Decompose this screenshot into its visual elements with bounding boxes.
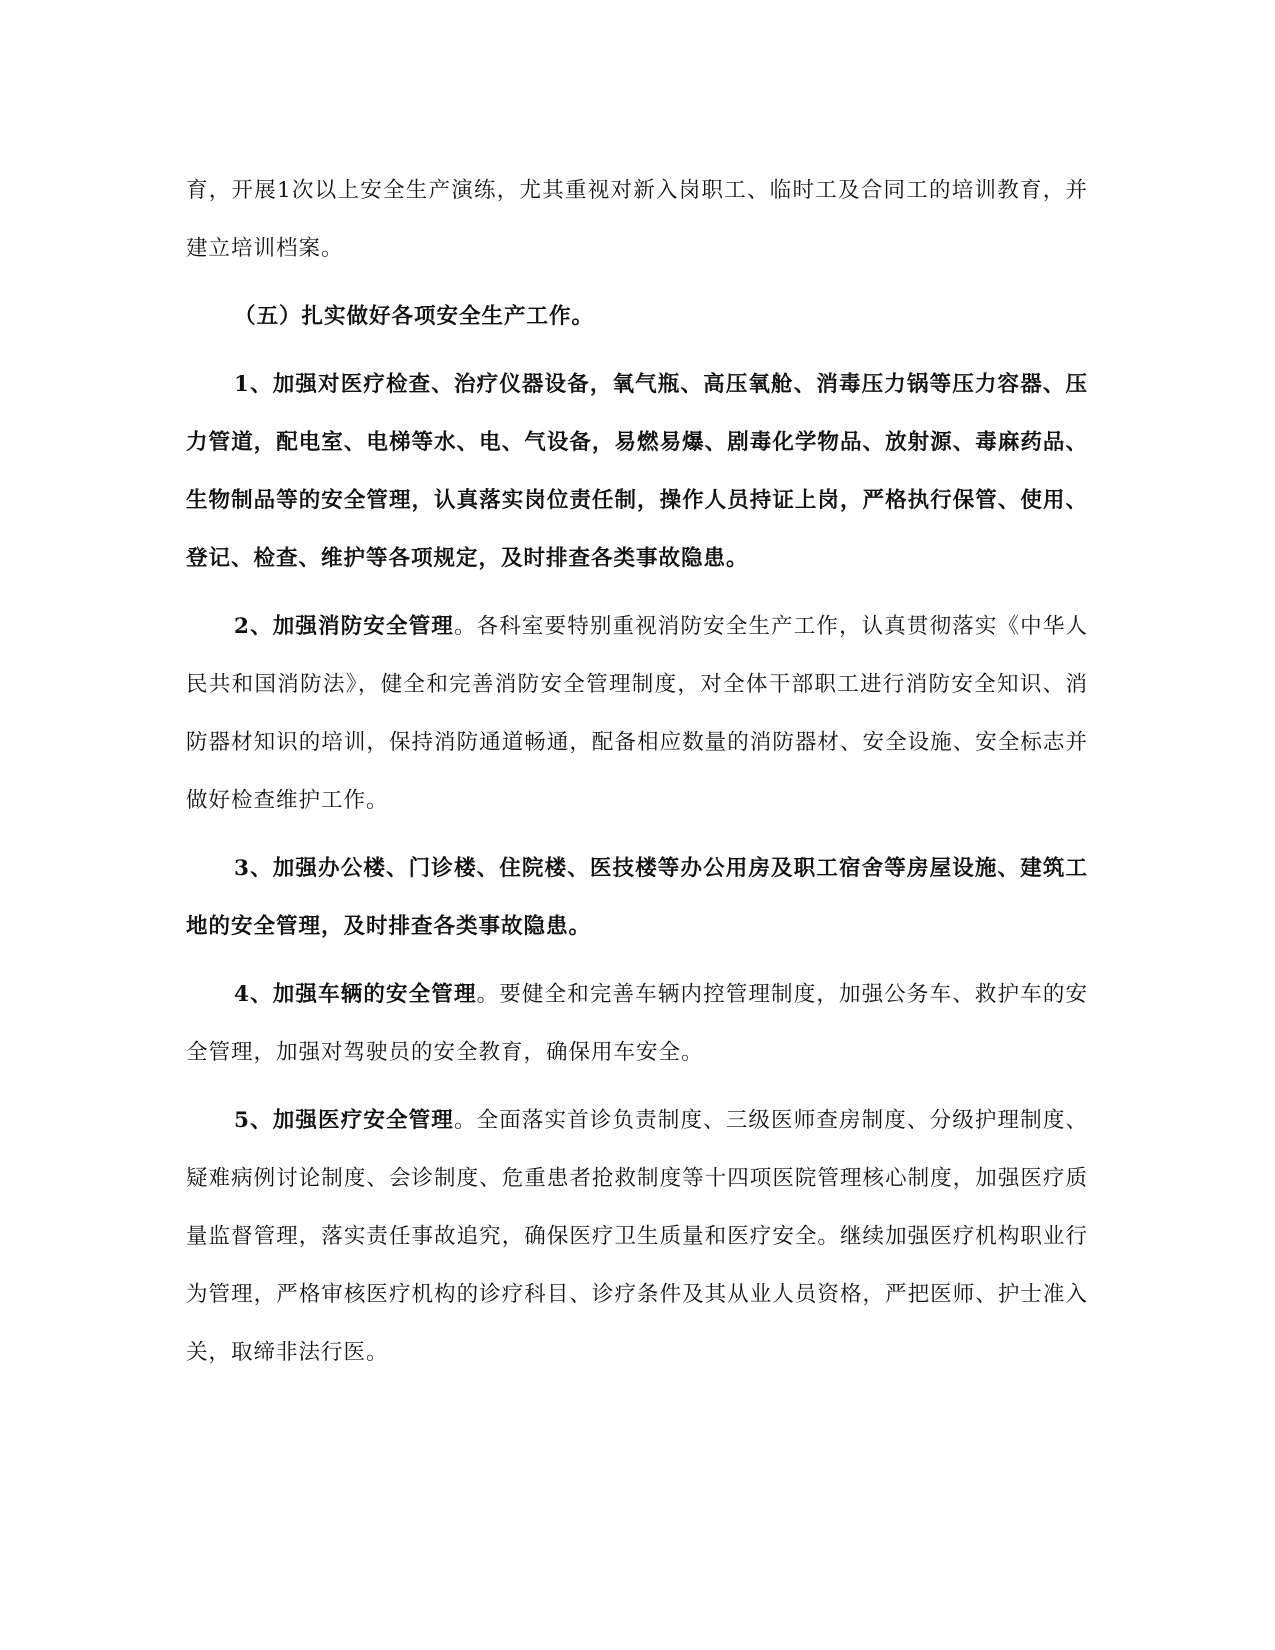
document-page	[186, 162, 1088, 1392]
paragraph-item-3-buildings: 3、加强办公楼、门诊楼、住院楼、医技楼等办公用房及职工宿舍等房屋设施、建筑工地的安全管理，及时排查各类事故隐患。	[186, 856, 1088, 939]
section-heading-five: （五）扎实做好各项安全生产工作。	[234, 304, 595, 329]
paragraph-item-2-fire-safety	[186, 598, 1088, 830]
paragraph-item-1-equipment: 1、加强对医疗检查、治疗仪器设备，氧气瓶、高压氧舱、消毒压力锅等压力容器、压力管道，配电室、电梯等水、电、气设备，易燃易爆、剧毒化学物品、放射源、毒麻药品、生物制品等的安全管理，认真落实岗位责任制，操作人员持证上岗，严格执行保管、使用、登记、检查、维护等各项规定，及时排查各类事故隐患。	[186, 372, 1088, 571]
item-4-body: 。要健全和完善车辆内控管理制度，加强公务车、救护车的安全管理，加强对驾驶员的安全教育，确保用车安全。	[186, 982, 1088, 1065]
item-4-lead: 4、加强车辆的安全管理	[234, 982, 477, 1007]
item-2-body: 。各科室要特别重视消防安全生产工作，认真贯彻落实《中华人民共和国消防法》，健全和完善消防安全管理制度，对全体干部职工进行消防安全知识、消防器材知识的培训，保持消防通道畅通，配备相应数量的消防器材、安全设施、安全标志并做好检查维护工作。	[186, 614, 1088, 813]
item-5-body: 。全面落实首诊负责制度、三级医师查房制度、分级护理制度、疑难病例讨论制度、会诊制度、危重患者抢救制度等十四项医院管理核心制度，加强医疗质量监督管理，落实责任事故追究，确保医疗卫生质量和医疗安全。继续加强医疗机构职业行为管理，严格审核医疗机构的诊疗科目、诊疗条件及其从业人员资格，严把医师、护士准入关，取缔非法行医。	[186, 1108, 1088, 1365]
item-5-lead: 5、加强医疗安全管理	[234, 1108, 454, 1133]
paragraph-item-4-vehicles	[186, 966, 1088, 1082]
paragraph-item-5-medical-safety	[186, 1092, 1088, 1382]
paragraph-training-continued: 育，开展1次以上安全生产演练，尤其重视对新入岗职工、临时工及合同工的培训教育，并建立培训档案。	[186, 178, 1088, 261]
item-2-lead: 2、加强消防安全管理	[234, 614, 454, 639]
